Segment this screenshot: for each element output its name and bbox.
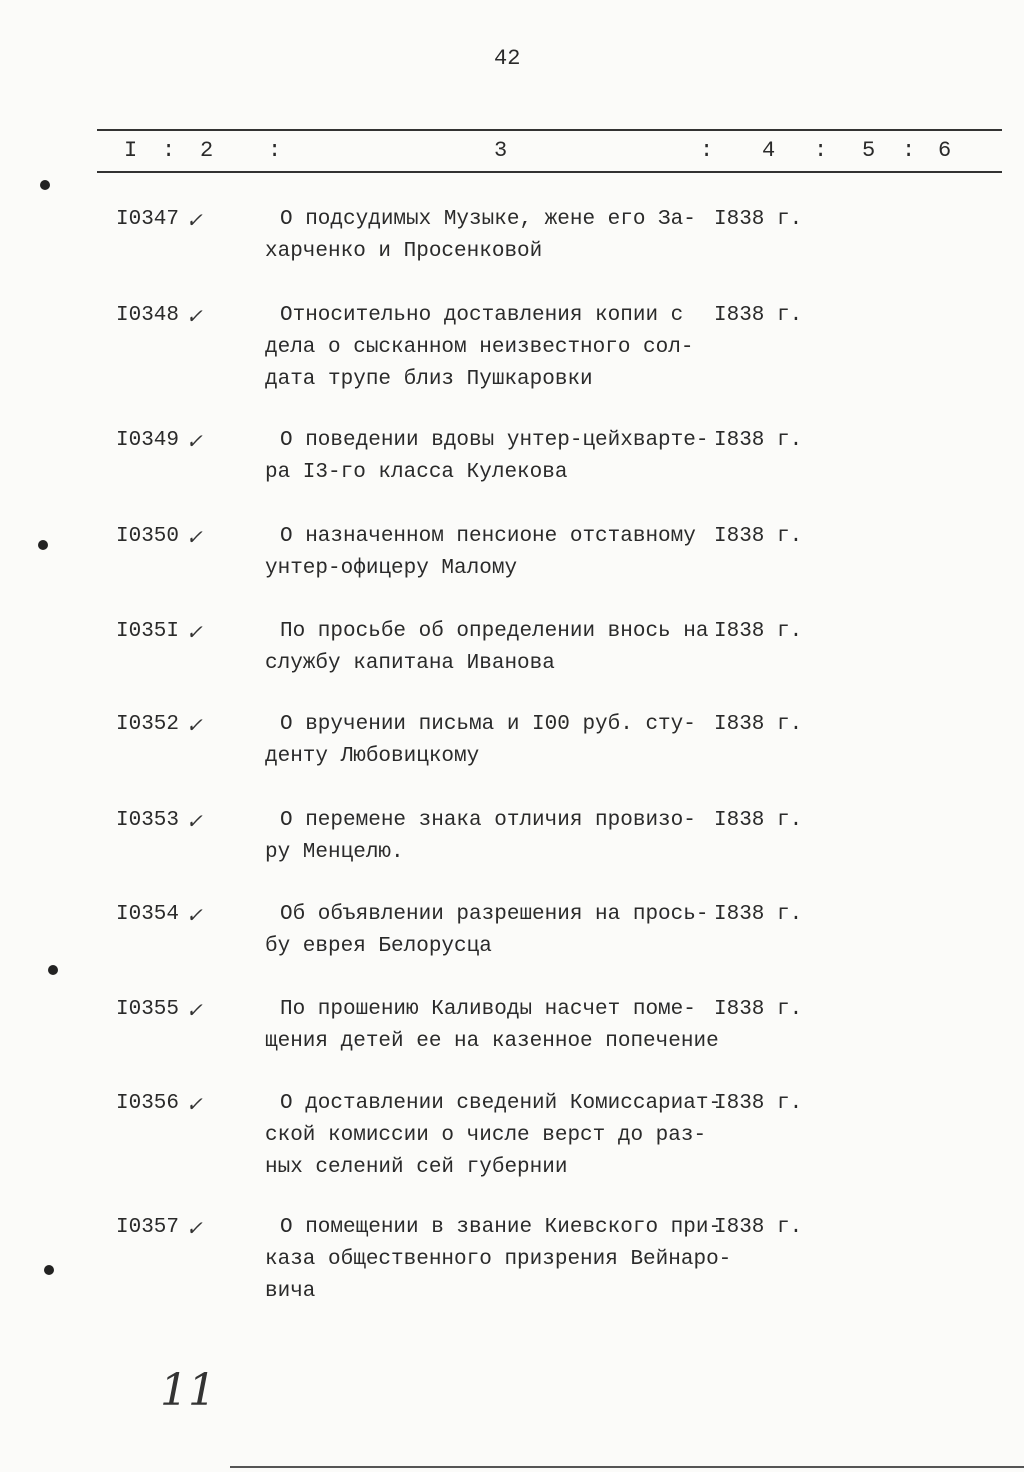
description-line: По просьбе об определении внось на xyxy=(280,620,709,643)
description-line: ра I3-го класса Кулекова xyxy=(265,461,568,484)
col-sep: : xyxy=(814,138,828,163)
entry-description xyxy=(265,425,708,489)
entry-year: I838 г. xyxy=(714,1092,803,1115)
entry-year: I838 г. xyxy=(714,713,803,736)
description-line: О поведении вдовы унтер-цейхварте- xyxy=(280,429,709,452)
description-line: О доставлении сведений Комиссариат- xyxy=(280,1092,722,1115)
entry-number: I0353 xyxy=(116,809,180,832)
col-6: 6 xyxy=(938,138,952,163)
entry-year: I838 г. xyxy=(714,304,803,327)
entry-description xyxy=(265,899,708,963)
checkmark-icon: ✓ xyxy=(186,208,203,232)
description-line: По прошению Каливоды насчет поме- xyxy=(280,998,696,1021)
description-line: вича xyxy=(265,1280,316,1303)
description-line: денту Любовицкому xyxy=(265,745,480,768)
entry-year: I838 г. xyxy=(714,809,803,832)
punch-hole-dot xyxy=(38,540,48,550)
page-number: 42 xyxy=(494,46,521,71)
entry-year: I838 г. xyxy=(714,1216,803,1239)
description-line: харченко и Просенковой xyxy=(265,240,543,263)
entry-number: I0348 xyxy=(116,304,180,327)
checkmark-icon: ✓ xyxy=(186,713,203,737)
entry-number: I0349 xyxy=(116,429,180,452)
entry-year: I838 г. xyxy=(714,208,803,231)
entry-number: I0356 xyxy=(116,1092,180,1115)
description-line: О перемене знака отличия провизо- xyxy=(280,809,696,832)
entry-description xyxy=(265,805,696,869)
entry-number: I035I xyxy=(116,620,180,643)
entry-description xyxy=(265,204,696,268)
description-line: дата трупе близ Пушкаровки xyxy=(265,368,593,391)
entry-year: I838 г. xyxy=(714,429,803,452)
col-sep: : xyxy=(902,138,916,163)
description-line: Относительно доставления копии с xyxy=(280,304,684,327)
col-5: 5 xyxy=(862,138,876,163)
punch-hole-dot xyxy=(48,965,58,975)
description-line: каза общественного призрения Вейнаро- xyxy=(265,1248,732,1271)
checkmark-icon: ✓ xyxy=(186,1216,203,1240)
description-line: О назначенном пенсионе отставному xyxy=(280,525,696,548)
description-line: бу еврея Белорусца xyxy=(265,935,492,958)
entry-description xyxy=(265,1088,721,1184)
col-sep: : xyxy=(700,138,714,163)
entry-number: I0354 xyxy=(116,903,180,926)
checkmark-icon: ✓ xyxy=(186,304,203,328)
entry-description xyxy=(265,521,696,585)
description-line: О помещении в звание Киевского при- xyxy=(280,1216,722,1239)
description-line: Об объявлении разрешения на прось- xyxy=(280,903,709,926)
entry-number: I0352 xyxy=(116,713,180,736)
entry-description xyxy=(265,1212,731,1308)
col-sep: : xyxy=(268,138,282,163)
bottom-rule xyxy=(230,1466,1024,1468)
checkmark-icon: ✓ xyxy=(186,429,203,453)
description-line: ской комиссии о числе верст до раз- xyxy=(265,1124,707,1147)
col-4: 4 xyxy=(762,138,776,163)
checkmark-icon: ✓ xyxy=(186,998,203,1022)
header-top-rule xyxy=(97,129,1002,131)
checkmark-icon: ✓ xyxy=(186,620,203,644)
entry-year: I838 г. xyxy=(714,620,803,643)
description-line: щения детей ее на казенное попечение xyxy=(265,1030,719,1053)
checkmark-icon: ✓ xyxy=(186,525,203,549)
checkmark-icon: ✓ xyxy=(186,903,203,927)
entry-year: I838 г. xyxy=(714,998,803,1021)
punch-hole-dot xyxy=(40,180,50,190)
entry-description xyxy=(265,300,693,396)
entry-description xyxy=(265,709,696,773)
entry-number: I0357 xyxy=(116,1216,180,1239)
description-line: ру Менцелю. xyxy=(265,841,404,864)
description-line: О вручении письма и I00 руб. сту- xyxy=(280,713,696,736)
entry-description xyxy=(265,616,708,680)
col-sep: : xyxy=(162,138,176,163)
description-line: ных селений сей губернии xyxy=(265,1156,568,1179)
col-2: 2 xyxy=(200,138,214,163)
checkmark-icon: ✓ xyxy=(186,1092,203,1116)
checkmark-icon: ✓ xyxy=(186,809,203,833)
col-3: 3 xyxy=(494,138,508,163)
entry-number: I0347 xyxy=(116,208,180,231)
description-line: О подсудимых Музыке, жене его За- xyxy=(280,208,696,231)
description-line: службу капитана Иванова xyxy=(265,652,555,675)
punch-hole-dot xyxy=(44,1265,54,1275)
entry-year: I838 г. xyxy=(714,525,803,548)
entry-number: I0355 xyxy=(116,998,180,1021)
description-line: унтер-офицеру Малому xyxy=(265,557,518,580)
col-1: I xyxy=(124,138,138,163)
header-bottom-rule xyxy=(97,171,1002,173)
entry-year: I838 г. xyxy=(714,903,803,926)
handwritten-note: 11 xyxy=(160,1365,216,1416)
entry-number: I0350 xyxy=(116,525,180,548)
entry-description xyxy=(265,994,719,1058)
description-line: дела о сысканном неизвестного сол- xyxy=(265,336,694,359)
